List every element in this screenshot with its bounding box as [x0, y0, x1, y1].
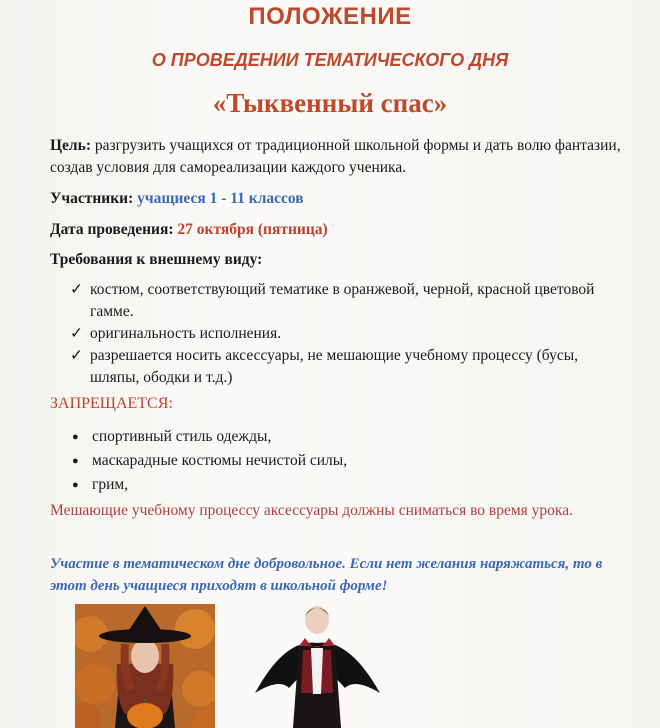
bullet-icon: ● — [72, 479, 79, 491]
voluntary-note: Участие в тематическом дне добровольное. Если нет желания наряжаться, то в этот день учащиеся приходят в школьной форме! — [50, 556, 603, 594]
goal-label: Цель: — [50, 137, 91, 154]
participants-label: Участники: — [50, 190, 134, 207]
list-item: ✓ разрешается носить аксессуары, не мешающие учебному процессу (бусы, шляпы, ободки и т.д.) — [70, 347, 579, 386]
list-item: ● маскарадные костюмы нечистой силы, — [72, 450, 632, 472]
forbidden-label: ЗАПРЕЩАЕТСЯ: — [50, 395, 173, 412]
participants-line — [50, 188, 630, 210]
list-item: ● спортивный стиль одежды, — [72, 426, 632, 448]
document-title: ПОЛОЖЕНИЕ — [248, 3, 412, 30]
bullet-icon: ● — [72, 455, 79, 467]
requirements-label: Требования к внешнему виду: — [50, 251, 263, 268]
check-icon: ✓ — [70, 325, 83, 342]
witch-costume-photo — [75, 604, 215, 728]
vampire-costume-photo — [245, 598, 390, 728]
list-item: ✓ костюм, соответствующий тематике в оранжевой, черной, красной цветовой гамме. — [70, 281, 595, 320]
participants-value: учащиеся 1 - 11 классов — [133, 190, 304, 207]
bullet-icon: ● — [72, 431, 79, 443]
accessories-note: Мешающие учебному процессу аксессуары должны сниматься во время урока. — [50, 502, 573, 519]
date-label: Дата проведения: — [50, 221, 174, 238]
check-icon: ✓ — [70, 347, 83, 364]
event-name: «Тыквенный спас» — [212, 88, 448, 118]
date-line — [50, 219, 630, 241]
date-value: 27 октября (пятница) — [173, 221, 328, 238]
check-icon: ✓ — [70, 281, 83, 298]
document-subtitle: О ПРОВЕДЕНИИ ТЕМАТИЧЕСКОГО ДНЯ — [151, 50, 509, 70]
requirements-list — [70, 279, 630, 389]
goal-text: разгрузить учащихся от традиционной школьной формы и дать волю фантазии, создав условия для самореализации каждого ученика. — [50, 137, 621, 176]
list-item: ● грим, — [72, 474, 632, 496]
list-item: ✓ оригинальность исполнения. — [70, 323, 630, 345]
forbidden-list — [72, 426, 632, 496]
goal-paragraph — [50, 135, 630, 179]
